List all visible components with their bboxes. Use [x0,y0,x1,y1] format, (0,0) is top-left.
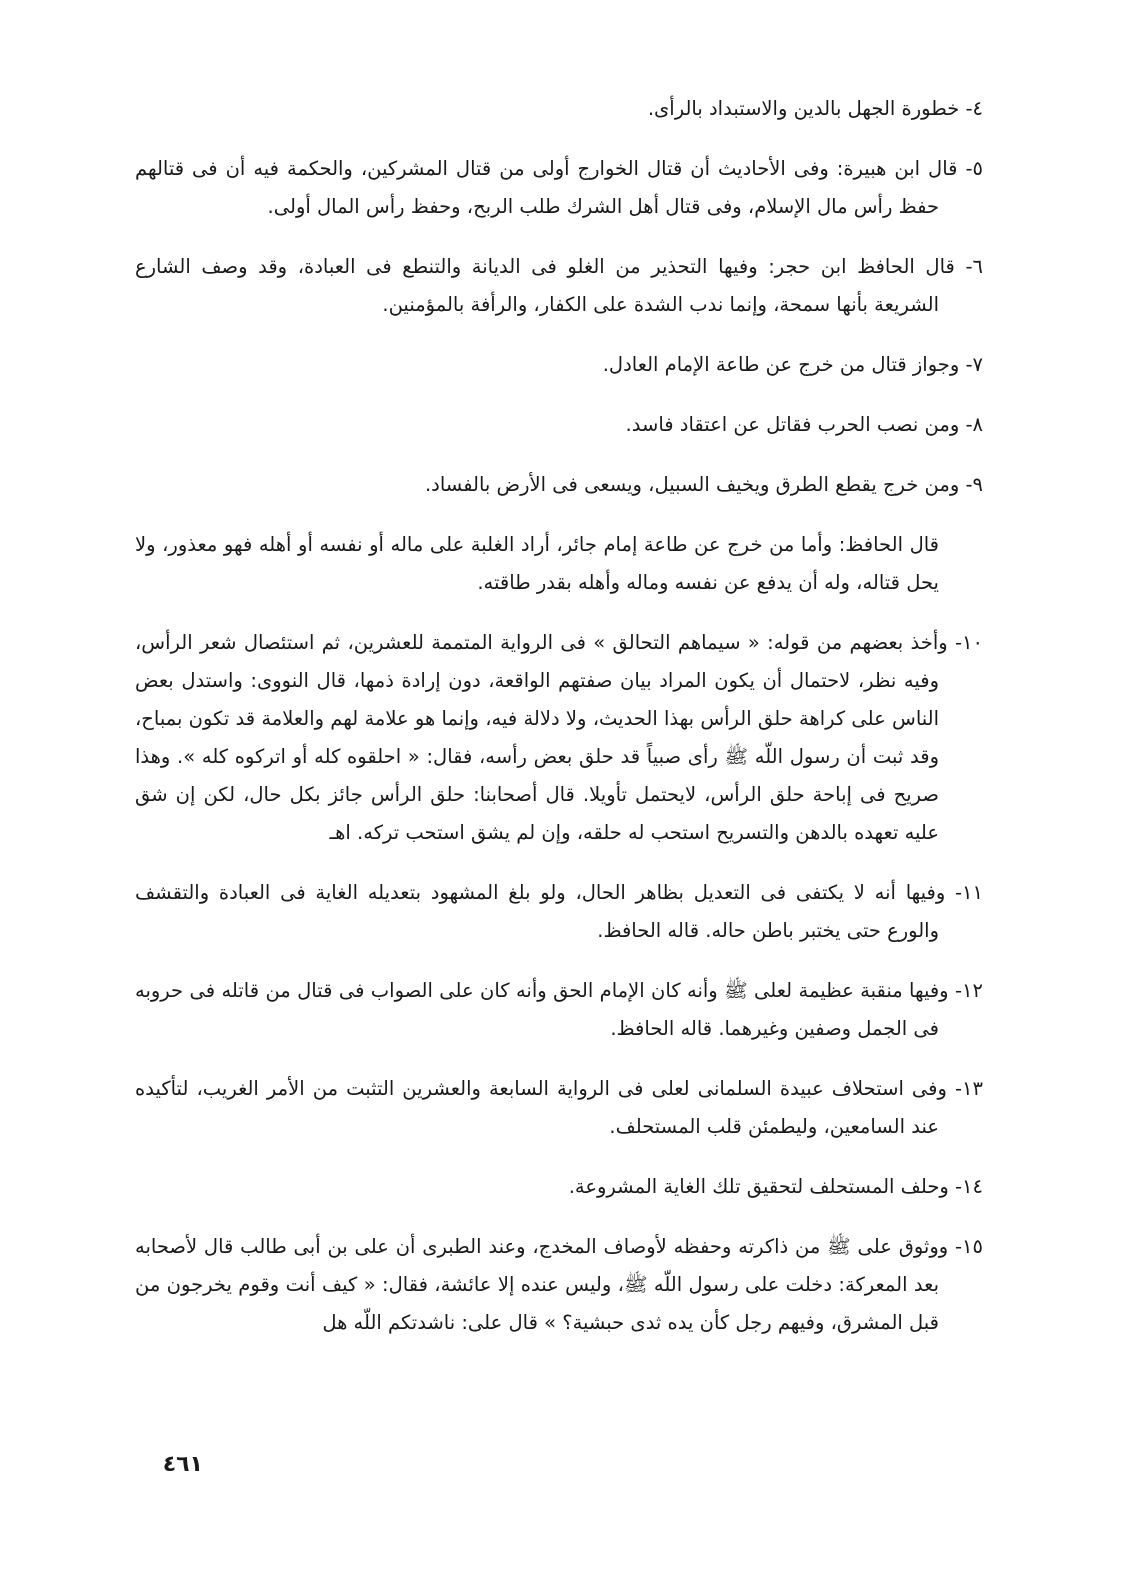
item-text: خطورة الجهل بالدين والاستبداد بالرأى. [647,97,960,120]
item-number: ١٢- [954,979,983,1002]
item-number: ٤- [965,97,983,120]
list-item-4 [135,90,983,128]
item-text: قال الحافظ ابن حجر: وفيها التحذير من الغلو فى الديانة والتنطع فى العبادة، وقد وصف الشارع الشريعة بأنها سمحة، وإنما ندب الشدة على الكفار، والرأفة بالمؤمنين. [135,255,955,316]
item-number: ١٥- [955,1235,983,1258]
list-item-9 [135,466,983,504]
item-number: ٥- [965,157,983,180]
item-text: وأخذ بعضهم من قوله: « سيماهم التحالق » فى الرواية المتممة للعشرين، ثم استئصال شعر الرأس، وفيه نظر، لاحتمال أن يكون المراد بيان صفتهم الواقعة، دون إرادة ذمها، قال النووى: واستدل بعض الناس على كراهة حلق الرأس بهذا الحديث، ولا دلالة فيه، وإنما هو علامة لهم والعلامة قد تكون بمباح، وقد ثبت أن رسول اللّه ﷺ رأى صبياً قد حلق بعض رأسه، فقال: « احلقوه كله أو اتركوه كله ». وهذا صريح فى إباحة حلق الرأس، لايحتمل تأويلا. قال أصحابنا: حلق الرأس جائز بكل حال، لكن إن شق عليه تعهده بالدهن والتسريح استحب له حلقه، وإن لم يشق استحب تركه. اهـ [135,631,948,844]
hafiz-note-paragraph: قال الحافظ: وأما من خرج عن طاعة إمام جائر، أراد الغلبة على ماله أو نفسه أو أهله فهو معذور، ولا يحل قتاله، وله أن يدفع عن نفسه وماله وأهله بقدر طاقته. [135,533,939,594]
item-text: وجواز قتال من خرج عن طاعة الإمام العادل. [602,353,960,376]
item-number: ١١- [955,881,983,904]
list-item-6 [135,248,983,324]
item-text: ومن خرج يقطع الطرق ويخيف السبيل، ويسعى فى الأرض بالفساد. [424,473,960,496]
list-item-12 [135,972,983,1048]
item-text: قال ابن هبيرة: وفى الأحاديث أن قتال الخوارج أولى من قتال المشركين، والحكمة فيه أن فى قتالهم حفظ رأس مال الإسلام، وفى قتال أهل الشرك طلب الربح، وحفظ رأس المال أولى. [135,157,958,218]
item-text: ووثوق على ﷺ من ذاكرته وحفظه لأوصاف المخدج، وعند الطبرى أن على بن أبى طالب قال لأصحابه بعد المعركة: دخلت على رسول اللّه ﷺ، وليس عنده إلا عائشة، فقال: « كيف أنت وقوم يخرجون من قبل المشرق، وفيهم رجل كأن يده ثدى حبشية؟ » قال على: ناشدتكم اللّه هل [135,1235,949,1334]
list-item-11 [135,874,983,950]
item-text: وحلف المستحلف لتحقيق تلك الغاية المشروعة. [568,1175,949,1198]
list-item-10 [135,624,983,852]
page-body [135,90,983,1364]
item-number: ١٠- [955,631,983,654]
page-number: ٤٦١ [162,1452,203,1477]
list-item-13 [135,1070,983,1146]
list-item-7 [135,346,983,384]
item-number: ١٤- [955,1175,983,1198]
list-item-8 [135,406,983,444]
item-number: ١٣- [955,1077,983,1100]
list-item-5 [135,150,983,226]
item-text: وفى استحلاف عبيدة السلمانى لعلى فى الرواية السابعة والعشرين التثبت من الأمر الغريب، لتأكيده عند السامعين، وليطمئن قلب المستحلف. [135,1077,947,1138]
item-text: ومن نصب الحرب فقاتل عن اعتقاد فاسد. [625,413,960,436]
list-item-14 [135,1168,983,1206]
item-text: وفيها أنه لا يكتفى فى التعديل بظاهر الحال، ولو بلغ المشهود بتعديله الغاية فى العبادة والتقشف والورع حتى يختبر باطن حاله. قاله الحافظ. [135,881,946,942]
item-number: ٨- [965,413,983,436]
item-number: ٧- [965,353,983,376]
item-number: ٩- [965,473,983,496]
list-item-15 [135,1228,983,1342]
item-text: وفيها منقبة عظيمة لعلى ﷺ وأنه كان الإمام الحق وأنه كان على الصواب فى قتال من قاتله فى حروبه فى الجمل وصفين وغيرهما. قاله الحافظ. [135,979,949,1040]
item-number: ٦- [965,255,983,278]
